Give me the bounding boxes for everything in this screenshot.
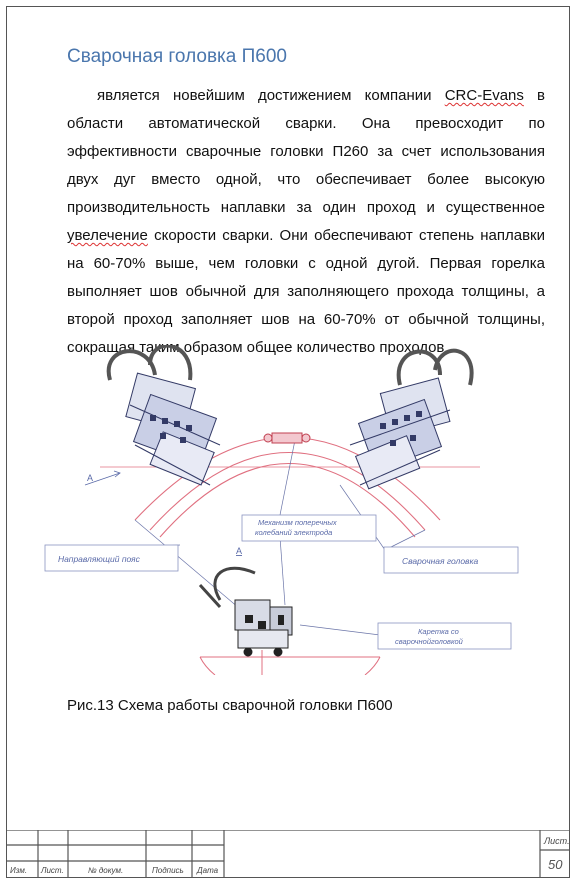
mechanism-label-line2: колебаний электрода [255,528,333,537]
left-welding-head [109,346,220,485]
oscillation-mechanism [264,433,310,443]
carriage-side-view [200,568,292,656]
paragraph-part-2: в области автоматической сварки. Она превосходит по эффективности сварочные головки П260 за счет использования двух дуг вместо одной, что обеспечивает более высокую производительность наплавки за один проход и существенное [67,87,546,216]
carriage-label-line1: Каретка со [418,627,459,636]
body-paragraph [67,82,545,362]
stamp-signature-label: Подпись [152,866,184,875]
pipe-surface [200,650,380,675]
stamp-doc-number-label: № докум. [88,866,124,875]
stamp-sheet-label: Лист. [41,866,64,875]
label-box-guide-belt [45,545,178,571]
stamp-change-label: Изм. [10,866,28,875]
page-title: Сварочная головка П600 [67,46,287,67]
sheet-label: Лист. [544,836,570,846]
paragraph-part-3: скорости сварки. Они обеспечивают степень наплавки на 60-70% выше, чем головки с одной дугой. Первая горелка выполняет шов обычной для заполняющего прохода толщины, а второй проход заполняет шов на 60-70% от обычной толщины, сокращая таким образом общее количество проходов. [67,227,545,356]
label-box-welding-head [384,547,518,573]
figure-caption: Рис.13 Схема работы сварочной головки П600 [67,697,393,714]
title-block [6,830,570,878]
paragraph-company-name: CRC-Evans [444,87,524,104]
view-a-title: А [236,546,243,556]
carriage-label-line2: сварочнойголовкой [395,637,463,646]
welding-head-label: Сварочная головка [402,556,479,566]
stamp-date-label: Дата [197,866,219,875]
label-box-mechanism [242,515,376,541]
guide-belt-label: Направляющий пояс [58,554,140,564]
mechanism-label-line1: Механизм поперечных [258,518,337,527]
label-box-carriage [378,623,511,649]
view-a-marker: А [87,473,94,483]
paragraph-part-1: является новейшим достижением компании [97,87,445,104]
sheet-number: 50 [548,857,563,872]
right-welding-head [350,351,472,489]
welding-head-diagram [40,345,540,675]
paragraph-misspelled-word: увелечение [67,227,148,244]
